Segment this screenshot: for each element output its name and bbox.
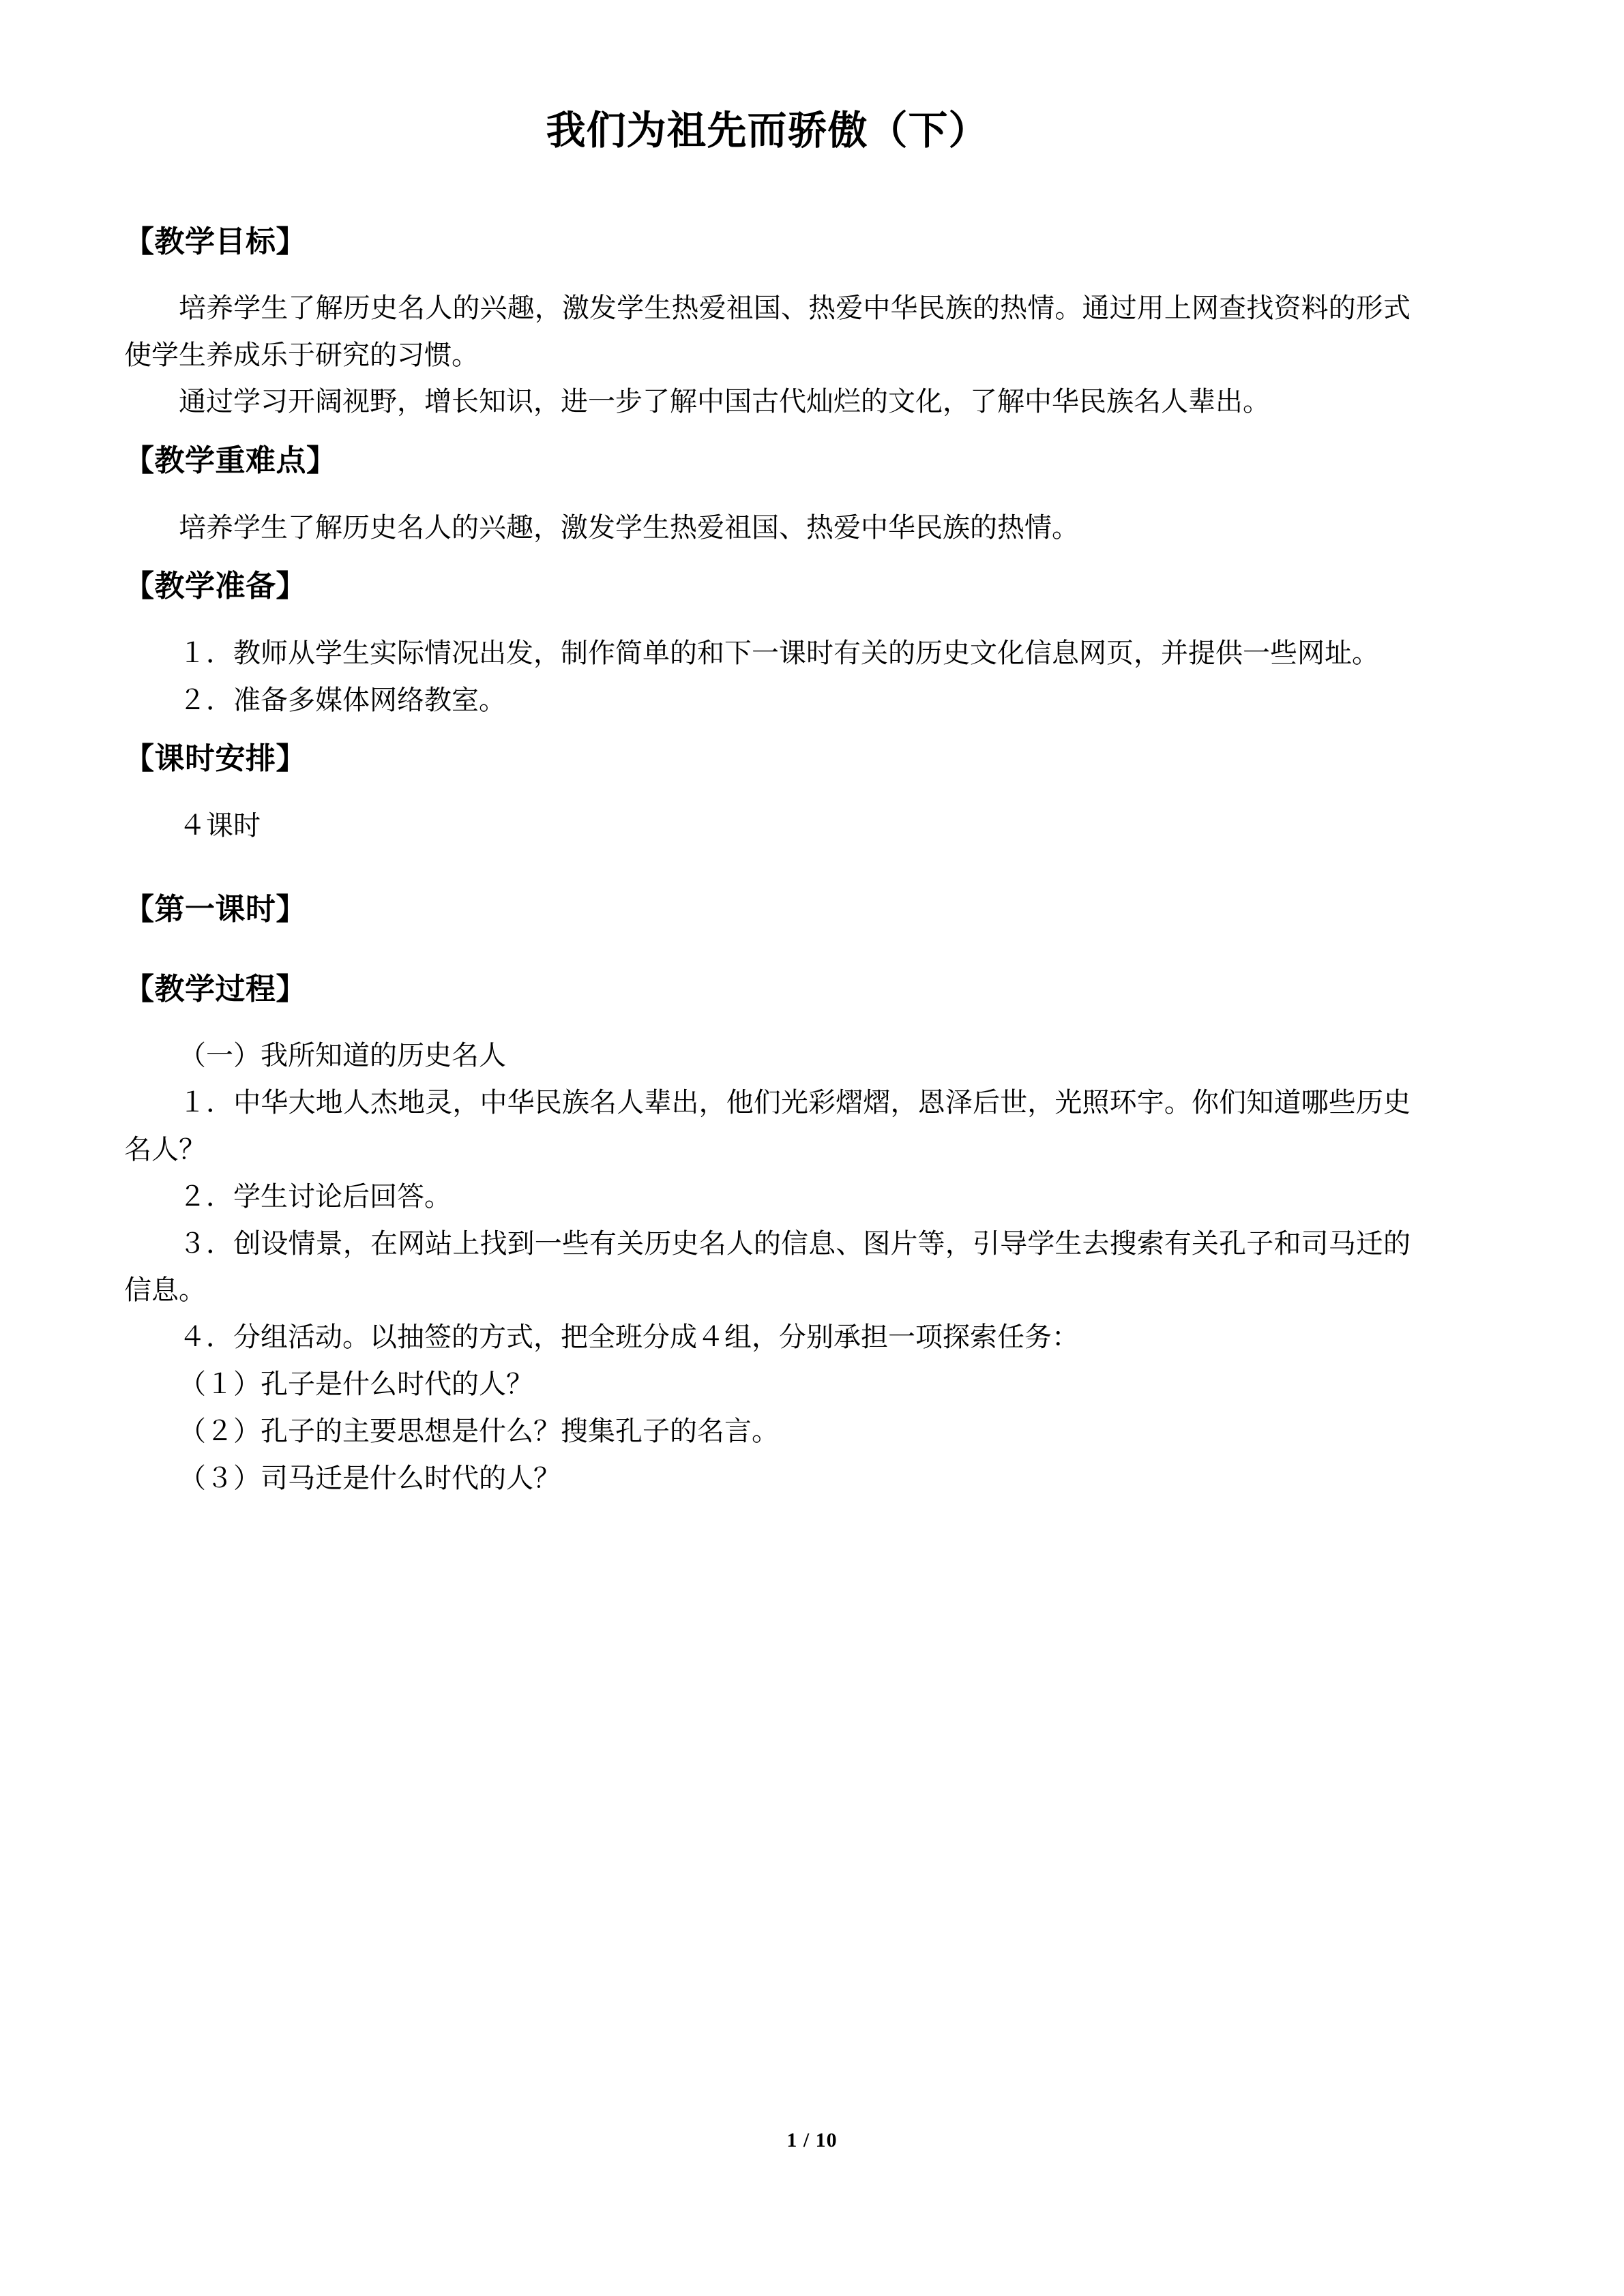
spacer [124, 481, 1411, 505]
paragraph: （一）我所知道的历史名人 [179, 1040, 506, 1071]
section-heading-key-points: 【教学重难点】 [124, 444, 337, 478]
list-item: （１）孔子是什么时代的人？ [179, 1369, 533, 1399]
paragraph: ４课时 [179, 809, 261, 841]
section-heading-objectives: 【教学目标】 [124, 224, 306, 258]
paragraph: 通过学习开阔视野，增长知识，进一步了解中国古代灿烂的文化，了解中华民族名人辈出。 [179, 386, 1270, 417]
list-item: ２．学生讨论后回答。 [179, 1180, 452, 1212]
list-item: １．中华大地人杰地灵，中华民族名人辈出，他们光彩熠熠，恩泽后世，光照环宇。你们知道哪些历史名人？ [124, 1087, 1411, 1165]
list-item: ２．准备多媒体网络教室。 [179, 684, 506, 715]
list-item: （２）孔子的主要思想是什么？搜集孔子的名言。 [179, 1415, 779, 1446]
spacer [124, 262, 1411, 285]
spacer [124, 607, 1411, 630]
paragraph: 培养学生了解历史名人的兴趣，激发学生热爱祖国、热爱中华民族的热情。通过用上网查找资料的形式使学生养成乐于研究的习惯。 [124, 292, 1411, 370]
page-footer-number: 1 / 10 [786, 2129, 838, 2151]
list-item: １．教师从学生实际情况出发，制作简单的和下一课时有关的历史文化信息网页，并提供一些网址。 [179, 637, 1379, 668]
section-heading-lesson-one: 【第一课时】 [124, 892, 306, 926]
page-content [124, 82, 1411, 1502]
spacer [124, 779, 1411, 803]
section-heading-preparation: 【教学准备】 [124, 569, 306, 603]
section-heading-process: 【教学过程】 [124, 972, 306, 1007]
spacer [124, 724, 1411, 739]
spacer [124, 1009, 1411, 1032]
paragraph: 培养学生了解历史名人的兴趣，激发学生热爱祖国、热爱中华民族的热情。 [179, 511, 1079, 543]
spacer [124, 929, 1411, 969]
list-item: ３．创设情景，在网站上找到一些有关历史名人的信息、图片等，引导学生去搜索有关孔子和司马迁的信息。 [124, 1227, 1411, 1306]
spacer [124, 426, 1411, 441]
spacer [124, 850, 1411, 889]
section-heading-schedule: 【课时安排】 [124, 742, 306, 776]
spacer [124, 551, 1411, 566]
list-item: ４．分组活动。以抽签的方式，把全班分成４组，分别承担一项探索任务： [179, 1322, 1079, 1353]
list-item: （３）司马迁是什么时代的人？ [179, 1462, 561, 1493]
spacer [124, 156, 1411, 222]
page-title: 我们为祖先而骄傲（下） [546, 108, 989, 153]
